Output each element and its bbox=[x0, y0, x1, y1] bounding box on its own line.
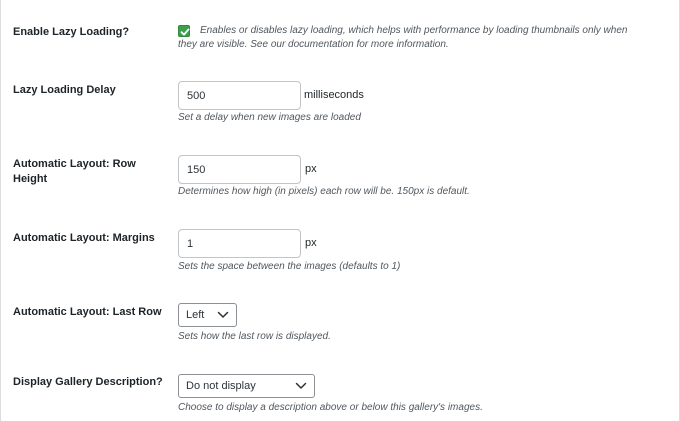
lazy-loading-label: Enable Lazy Loading? bbox=[13, 26, 130, 38]
lazy-loading-description-line1: Enables or disables lazy loading, which helps with performance by loading thumbnails only when bbox=[200, 25, 628, 36]
last-row-description: Sets how the last row is displayed. bbox=[178, 331, 331, 342]
last-row-selected-value: Left bbox=[186, 309, 205, 321]
margins-unit: px bbox=[305, 237, 317, 249]
last-row-select[interactable] bbox=[178, 303, 237, 327]
row-height-label-line2: Height bbox=[13, 173, 48, 185]
row-height-description: Determines how high (in pixels) each row will be. 150px is default. bbox=[178, 186, 470, 197]
lazy-loading-description-line2: they are visible. See our documentation for more information. bbox=[178, 39, 449, 50]
lazy-delay-unit: milliseconds bbox=[304, 89, 364, 101]
gallery-description-select[interactable] bbox=[178, 374, 315, 398]
chevron-down-icon bbox=[217, 311, 229, 319]
lazy-delay-label: Lazy Loading Delay bbox=[13, 84, 116, 96]
margins-description: Sets the space between the images (defaults to 1) bbox=[178, 261, 401, 272]
margins-label: Automatic Layout: Margins bbox=[13, 232, 155, 244]
lazy-loading-checkbox[interactable] bbox=[178, 25, 190, 37]
last-row-label: Automatic Layout: Last Row bbox=[13, 306, 162, 318]
lazy-delay-input[interactable] bbox=[178, 81, 301, 110]
row-height-unit: px bbox=[305, 163, 317, 175]
row-height-input[interactable] bbox=[178, 155, 301, 184]
row-height-label-line1: Automatic Layout: Row bbox=[13, 158, 136, 170]
gallery-description-label: Display Gallery Description? bbox=[13, 376, 163, 388]
gallery-description-selected-value: Do not display bbox=[186, 380, 256, 392]
checkmark-icon bbox=[180, 27, 190, 37]
margins-input[interactable] bbox=[178, 229, 301, 258]
chevron-down-icon bbox=[295, 382, 307, 390]
gallery-description-description: Choose to display a description above or below this gallery's images. bbox=[178, 402, 483, 413]
panel-left-border bbox=[0, 0, 1, 421]
lazy-delay-description: Set a delay when new images are loaded bbox=[178, 112, 361, 123]
